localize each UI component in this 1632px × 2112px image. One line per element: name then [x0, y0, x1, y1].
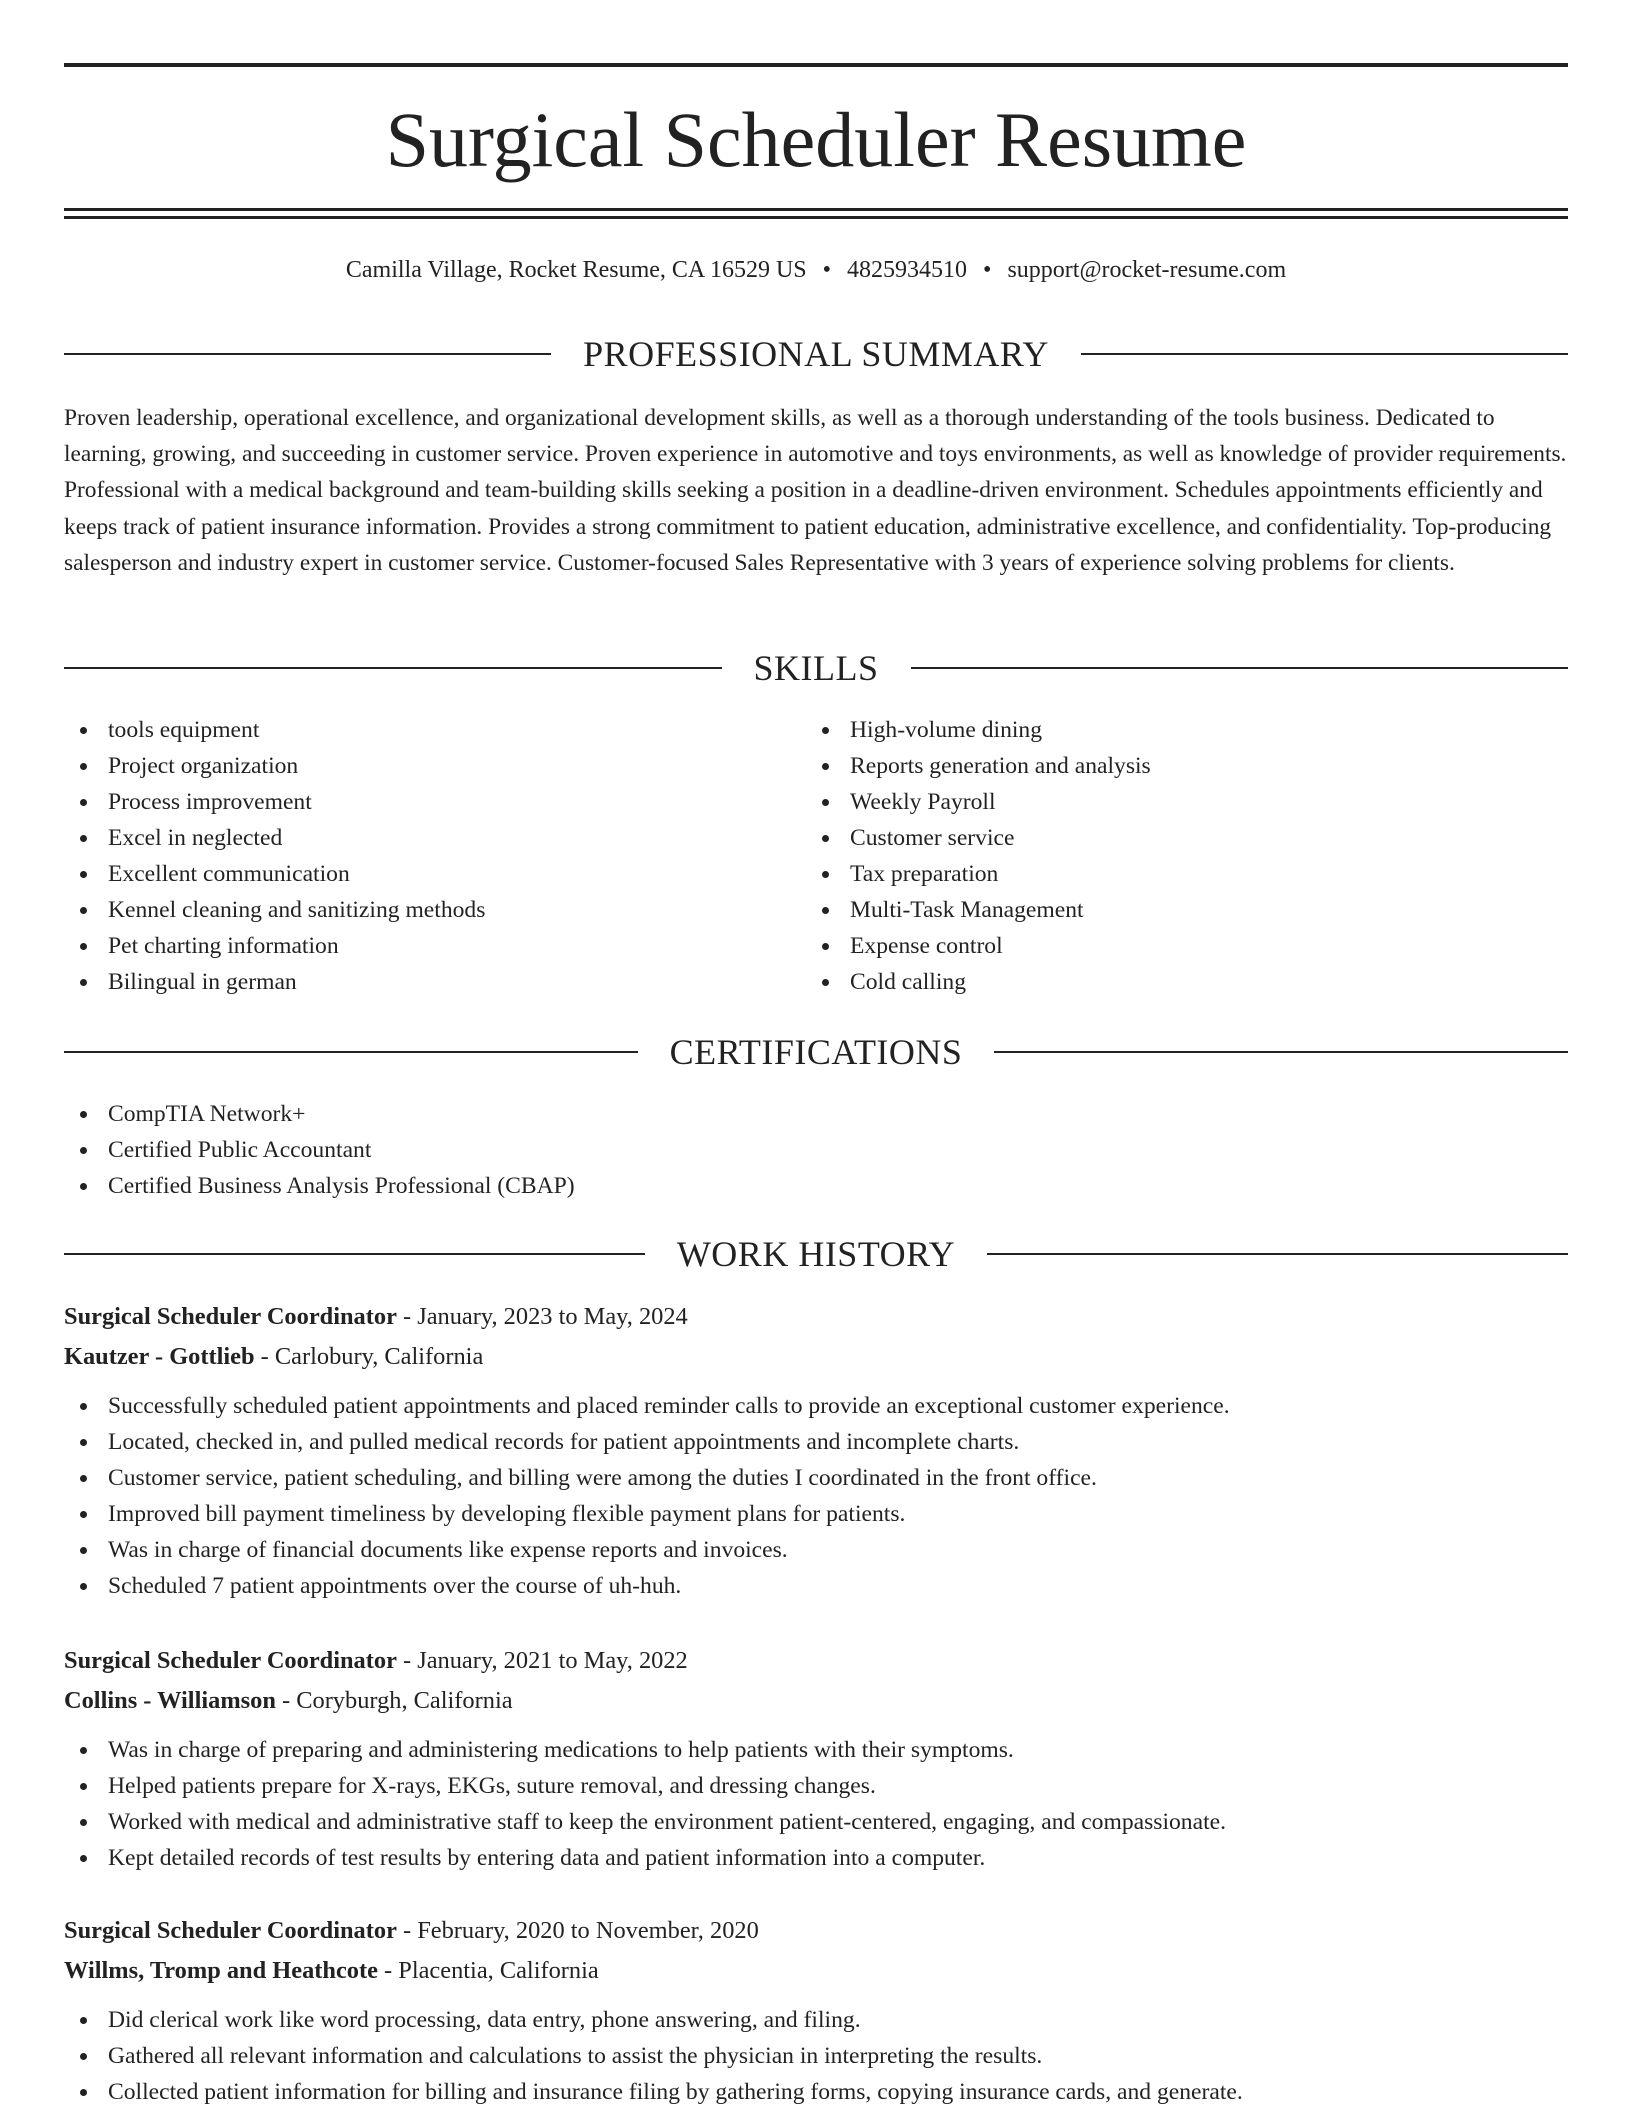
job-dates: - January, 2021 to May, 2022 [396, 1647, 688, 1674]
job-location: - Coryburgh, California [275, 1687, 513, 1714]
job-entry [64, 1642, 1568, 1876]
skill-item: Kennel cleaning and sanitizing methods [64, 892, 804, 928]
certifications-list [64, 1096, 1568, 1204]
contact-address: Camilla Village, Rocket Resume, CA 16529 US [345, 257, 807, 283]
job-duty-item: Kept detailed records of test results by entering data and patient information into a computer. [64, 1840, 1568, 1876]
skill-item: High-volume dining [806, 712, 1546, 748]
job-duty-item: Scheduled 7 patient appointments over the course of uh-huh. [64, 1568, 1568, 1604]
job-duty-item: Customer service, patient scheduling, and billing were among the duties I coordinated in the front office. [64, 1460, 1568, 1496]
contact-separator: • [822, 257, 832, 283]
certification-item: Certified Business Analysis Professional (CBAP) [64, 1168, 1568, 1204]
skill-item: Cold calling [806, 964, 1546, 1000]
skill-item: Expense control [806, 928, 1546, 964]
skill-item: Excellent communication [64, 856, 804, 892]
job-location: - Carlobury, California [254, 1343, 484, 1370]
job-duty-item: Was in charge of preparing and administering medications to help patients with their symptoms. [64, 1732, 1568, 1768]
skills-heading-label: SKILLS [753, 648, 879, 688]
certifications-heading-label: CERTIFICATIONS [669, 1032, 963, 1072]
skill-item: Excel in neglected [64, 820, 804, 856]
heading-rule [64, 1051, 638, 1053]
contact-line [64, 254, 1568, 286]
heading-rule [994, 1051, 1568, 1053]
skills-heading [64, 646, 1568, 690]
heading-rule [64, 1253, 645, 1255]
skill-item: Pet charting information [64, 928, 804, 964]
job-entry [64, 1912, 1568, 2110]
job-duty-item: Was in charge of financial documents like expense reports and invoices. [64, 1532, 1568, 1568]
skill-item: Weekly Payroll [806, 784, 1546, 820]
job-title-line [64, 1912, 1568, 1950]
skill-item: Bilingual in german [64, 964, 804, 1000]
heading-rule [64, 667, 722, 669]
heading-rule [987, 1253, 1568, 1255]
job-title: Surgical Scheduler Coordinator [64, 1647, 397, 1674]
job-company-line [64, 1952, 1568, 1990]
job-entry [64, 1298, 1568, 1604]
certifications-heading [64, 1030, 1568, 1074]
contact-phone: 4825934510 [847, 257, 968, 283]
heading-rule [911, 667, 1569, 669]
skills-list-left [64, 712, 804, 1000]
contact-email: support@rocket-resume.com [1007, 257, 1287, 283]
job-company: Willms, Tromp and Heathcote [64, 1957, 378, 1984]
job-duty-item: Gathered all relevant information and calculations to assist the physician in interpreting the results. [64, 2038, 1568, 2074]
job-duties-list [64, 2002, 1568, 2110]
heading-rule [64, 353, 551, 355]
skill-item: Multi-Task Management [806, 892, 1546, 928]
work-history-heading-label: WORK HISTORY [676, 1234, 956, 1274]
summary-heading [64, 332, 1568, 376]
summary-text: Proven leadership, operational excellence, and organizational development skills, as well as a thorough understanding of the tools business. Dedicated to learning, growing, and succeeding in customer service. Proven experience in automotive and toys environments, as well as knowledge of provider requirements. Professional with a medical background and team-building skills seeking a position in a deadline-driven environment. Schedules appointments efficiently and keeps track of patient insurance information. Provides a strong commitment to patient education, administrative excellence, and confidentiality. Top-producing salesperson and industry expert in customer service. Customer-focused Sales Representative with 3 years of experience solving problems for clients. [64, 405, 1567, 576]
title-rule-lower [64, 216, 1568, 219]
summary-heading-label: PROFESSIONAL SUMMARY [583, 334, 1049, 374]
job-company-line [64, 1338, 1568, 1376]
skill-item: Project organization [64, 748, 804, 784]
certification-item: CompTIA Network+ [64, 1096, 1568, 1132]
work-history-heading [64, 1232, 1568, 1276]
job-duty-item: Collected patient information for billing and insurance filing by gathering forms, copying insurance cards, and generate. [64, 2074, 1568, 2110]
job-duty-item: Did clerical work like word processing, data entry, phone answering, and filing. [64, 2002, 1568, 2038]
job-duty-item: Successfully scheduled patient appointments and placed reminder calls to provide an exceptional customer experience. [64, 1388, 1568, 1424]
job-duty-item: Helped patients prepare for X-rays, EKGs, suture removal, and dressing changes. [64, 1768, 1568, 1804]
top-rule [64, 63, 1568, 67]
skills-list-right [806, 712, 1546, 1000]
job-dates: - February, 2020 to November, 2020 [396, 1917, 759, 1944]
skill-item: Tax preparation [806, 856, 1546, 892]
job-duty-item: Located, checked in, and pulled medical records for patient appointments and incomplete charts. [64, 1424, 1568, 1460]
job-title-line [64, 1642, 1568, 1680]
skill-item: Reports generation and analysis [806, 748, 1546, 784]
job-duties-list [64, 1388, 1568, 1604]
job-title: Surgical Scheduler Coordinator [64, 1917, 397, 1944]
job-dates: - January, 2023 to May, 2024 [396, 1303, 688, 1330]
job-duty-item: Worked with medical and administrative staff to keep the environment patient-centered, engaging, and compassionate. [64, 1804, 1568, 1840]
job-company-line [64, 1682, 1568, 1720]
skill-item: tools equipment [64, 712, 804, 748]
resume-title: Surgical Scheduler Resume [385, 96, 1247, 183]
title-rule-upper [64, 208, 1568, 211]
job-title-line [64, 1298, 1568, 1336]
job-duties-list [64, 1732, 1568, 1876]
contact-separator: • [983, 257, 992, 283]
job-location: - Placentia, California [377, 1957, 599, 1984]
skill-item: Customer service [806, 820, 1546, 856]
skill-item: Process improvement [64, 784, 804, 820]
job-company: Kautzer - Gottlieb [64, 1343, 255, 1370]
job-title: Surgical Scheduler Coordinator [64, 1303, 397, 1330]
heading-rule [1081, 353, 1568, 355]
job-company: Collins - Williamson [64, 1687, 276, 1714]
certification-item: Certified Public Accountant [64, 1132, 1568, 1168]
job-duty-item: Improved bill payment timeliness by developing flexible payment plans for patients. [64, 1496, 1568, 1532]
